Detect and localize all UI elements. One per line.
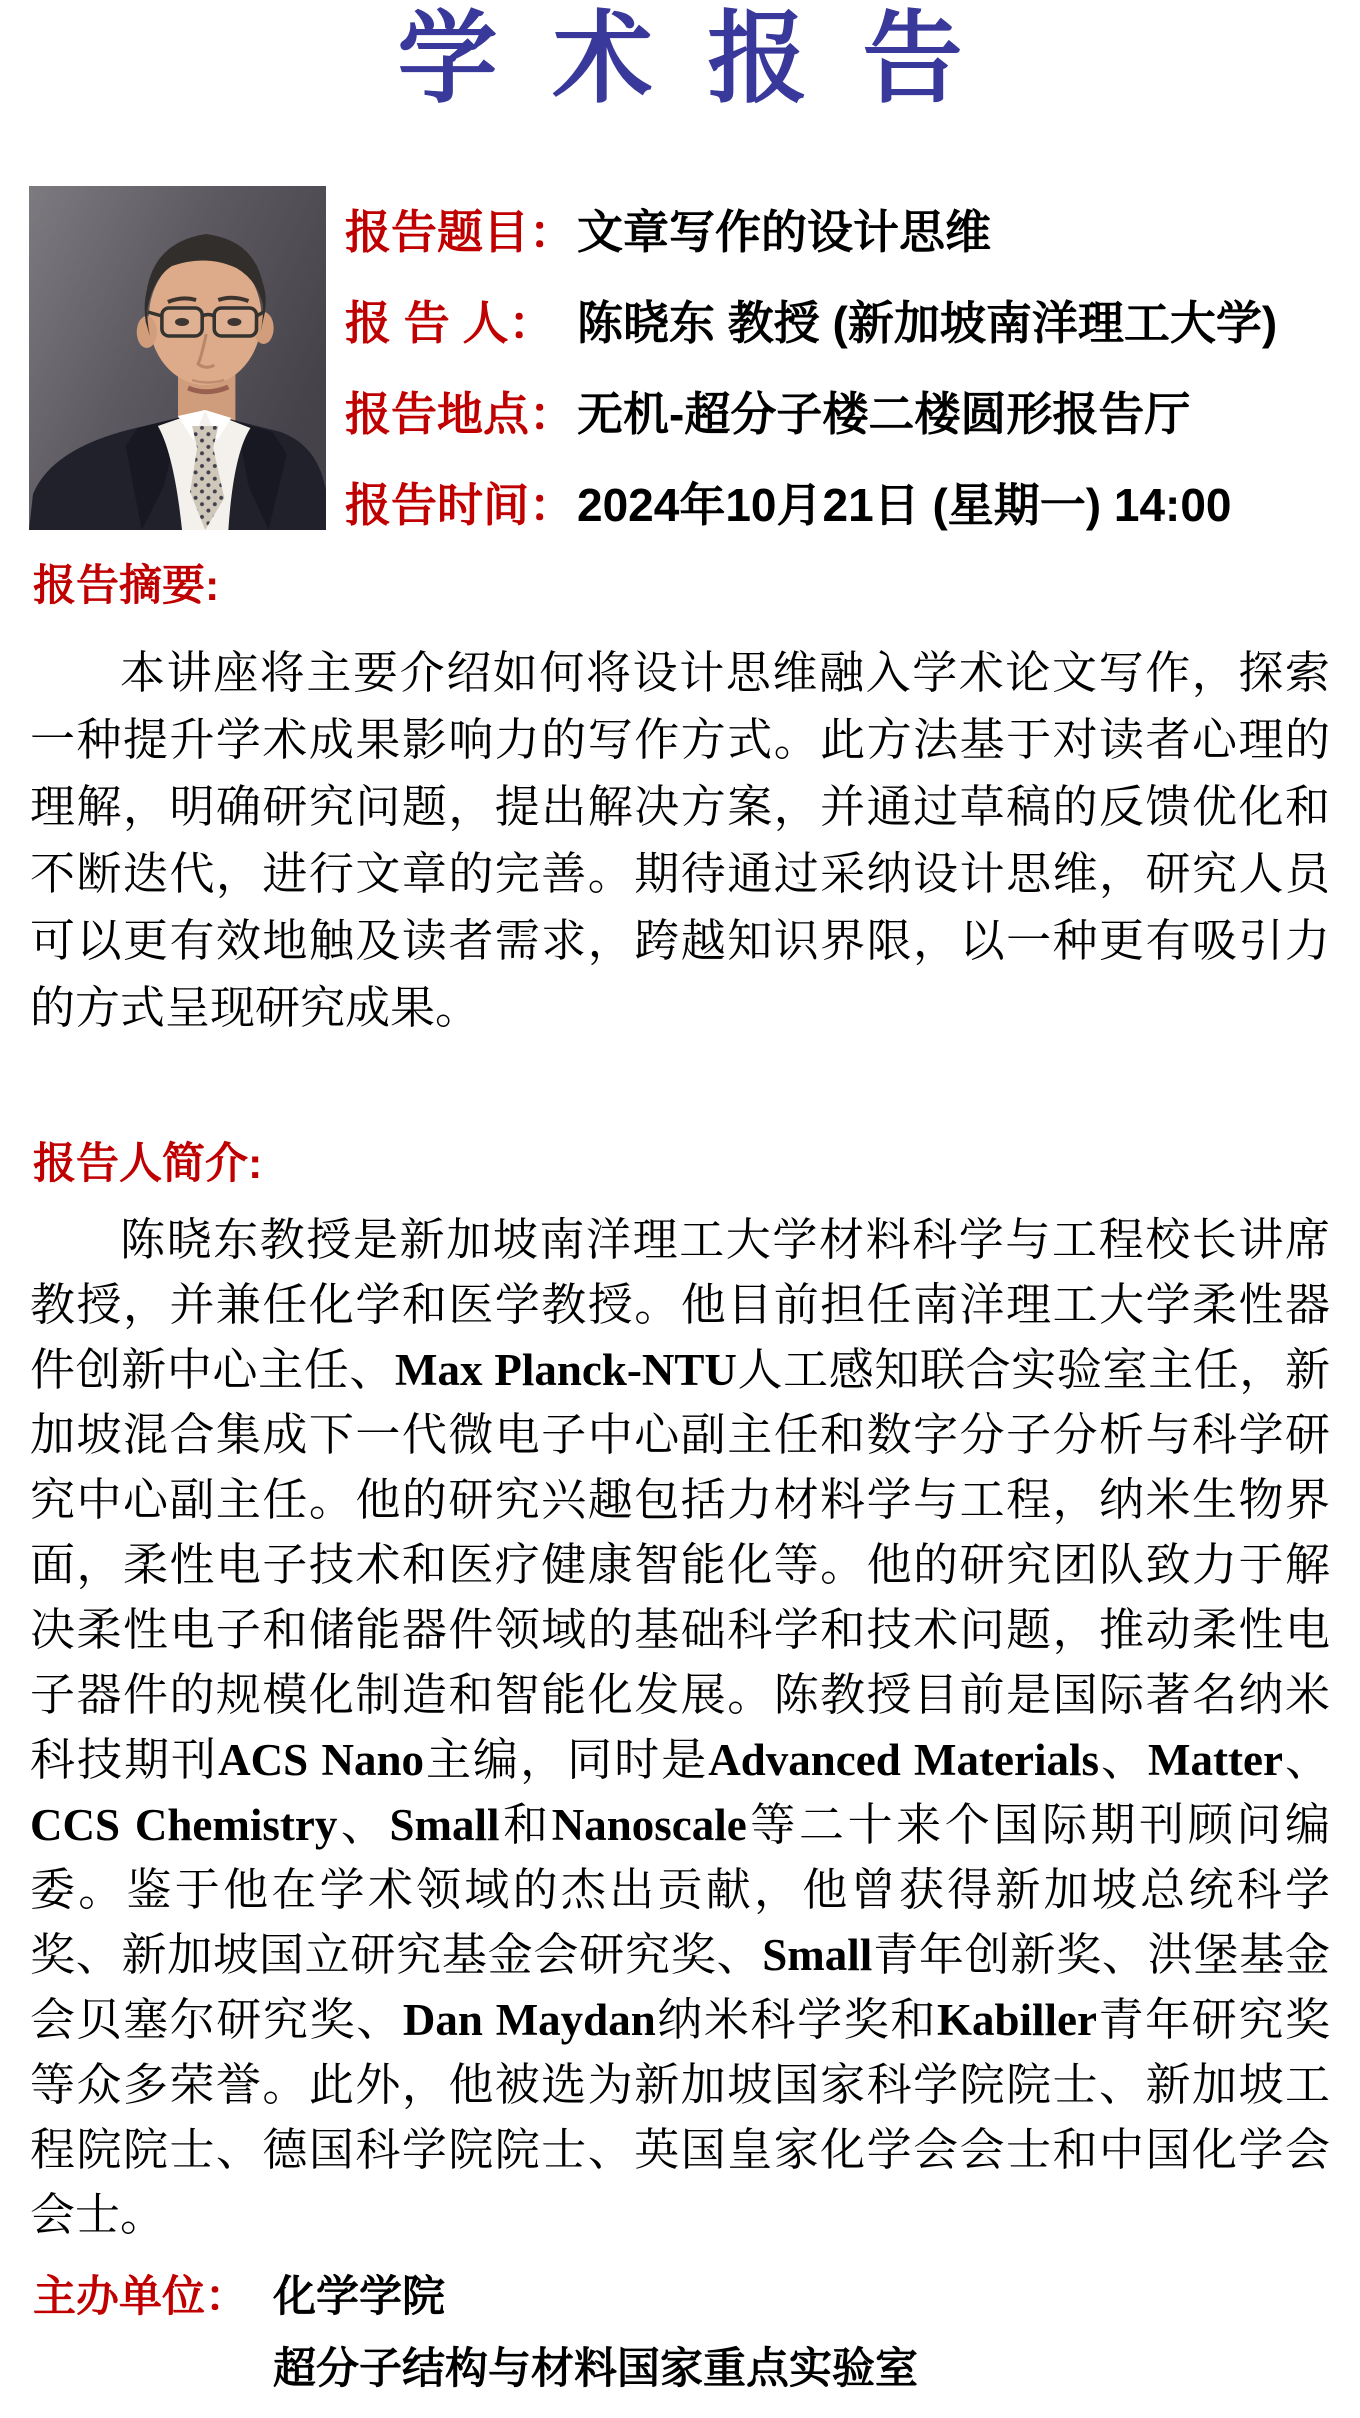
bio-segment: 主编，同时是 xyxy=(423,1735,709,1785)
bio-segment: 人工感知联合实验室主任，新加坡混合集成下一代微电子中心副主任和数字分子分析与科学研究中心副主任。他的研究兴趣包括力材料学与工程，纳米生物界面，柔性电子技术和医疗健康智能化等。他的研究团队致力于解决柔性电子和储能器件领域的基础科学和技术问题，推动柔性电子器件的规模化制造和智能化发展。陈教授目前是国际著名纳米科技期刊 xyxy=(30,1345,1330,1785)
lecture-info xyxy=(345,206,1360,570)
bio-bold-segment: CCS Chemistry xyxy=(30,1800,338,1850)
info-label: 报告地点： xyxy=(345,388,575,440)
bio-text xyxy=(30,1208,1330,2248)
bio-bold-segment: Matter xyxy=(1148,1735,1283,1785)
bio-bold-segment: Advanced Materials xyxy=(708,1735,1099,1785)
bio-segment: 青年创新奖、洪堡基金会贝塞尔研究奖、 xyxy=(30,1930,1330,2045)
bio-bold-segment: Nanoscale xyxy=(551,1800,747,1850)
bio-segment: 等二十来个国际期刊顾问编委。鉴于他在学术领域的杰出贡献，他曾获得新加坡总统科学奖、新加坡国立研究基金会研究奖、 xyxy=(30,1800,1330,1980)
bio-bold-segment: Kabiller xyxy=(936,1995,1097,2045)
bio-segment: 、 xyxy=(337,1800,390,1850)
bio-bold-segment: Small xyxy=(762,1930,873,1980)
bio-segment: 纳米科学奖和 xyxy=(655,1995,937,2045)
organizer-block xyxy=(33,2268,918,2412)
organizer-label: 主办单位： xyxy=(33,2273,248,2321)
speaker-portrait-image xyxy=(29,186,326,530)
bio-segment: 陈晓东教授是新加坡南洋理工大学材料科学与工程校长讲席教授，并兼任化学和医学教授。他目前担任南洋理工大学柔性器件创新中心主任、 xyxy=(30,1215,1330,1395)
organizer-line-2: 超分子结构与材料国家重点实验室 xyxy=(273,2345,918,2393)
info-value: 文章写作的设计思维 xyxy=(577,206,991,258)
bio-bold-segment: Max Planck-NTU xyxy=(395,1345,737,1395)
organizer-lines xyxy=(273,2268,918,2412)
bio-bold-segment: Dan Maydan xyxy=(402,1995,656,2045)
info-label: 报告时间： xyxy=(345,479,575,531)
organizer-line-1: 化学学院 xyxy=(273,2273,445,2321)
info-label: 报告题目： xyxy=(345,206,575,258)
bio-segment: 青年研究奖等众多荣誉。此外，他被选为新加坡国家科学院院士、新加坡工程院院士、德国科学院院士、英国皇家化学会会士和中国化学会会士。 xyxy=(30,1995,1330,2240)
bio-segment: 和 xyxy=(499,1800,552,1850)
info-row-time xyxy=(345,479,1360,531)
bio-heading: 报告人简介: xyxy=(33,1140,263,1188)
info-row-venue xyxy=(345,388,1360,440)
bio-bold-segment: Small xyxy=(389,1800,500,1850)
abstract-heading: 报告摘要: xyxy=(33,562,220,610)
info-row-speaker xyxy=(345,297,1360,349)
info-label: 报 告 人： xyxy=(345,297,555,349)
bio-segment: 、 xyxy=(1282,1735,1330,1785)
abstract-text: 本讲座将主要介绍如何将设计思维融入学术论文写作，探索一种提升学术成果影响力的写作方式。此方法基于对读者心理的理解，明确研究问题，提出解决方案，并通过草稿的反馈优化和不断迭代，进行文章的完善。期待通过采纳设计思维，研究人员可以更有效地触及读者需求，跨越知识界限，以一种更有吸引力的方式呈现研究成果。 xyxy=(30,648,1330,1033)
speaker-photo xyxy=(29,186,326,530)
info-value: 2024年10月21日 (星期一) 14:00 xyxy=(577,479,1232,531)
poster-title: 学术报告 xyxy=(397,0,1018,117)
info-value: 无机-超分子楼二楼圆形报告厅 xyxy=(577,388,1191,440)
bio-segment: 、 xyxy=(1098,1735,1149,1785)
info-value: 陈晓东 教授 (新加坡南洋理工大学) xyxy=(577,297,1278,349)
bio-bold-segment: ACS Nano xyxy=(218,1735,424,1785)
info-row-topic xyxy=(345,206,1360,258)
